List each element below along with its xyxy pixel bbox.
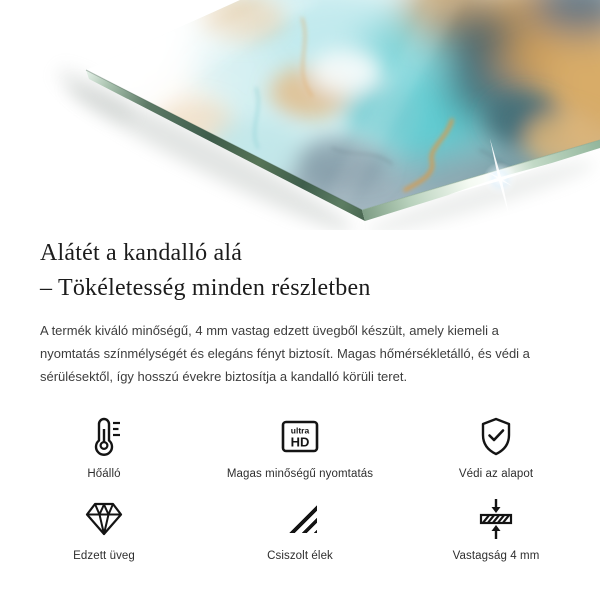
feature-label: Vastagság 4 mm bbox=[452, 550, 540, 562]
thermometer-icon bbox=[82, 412, 126, 460]
feature-tempered-glass bbox=[6, 494, 202, 562]
ultra-hd-icon-text-bottom: HD bbox=[290, 434, 310, 450]
feature-thickness bbox=[398, 494, 594, 562]
ultra-hd-icon bbox=[278, 412, 322, 460]
page-title-line2: – Tökéletesség minden részletben bbox=[40, 275, 371, 301]
feature-protects-base bbox=[398, 412, 594, 480]
page-title bbox=[40, 236, 560, 306]
product-description: A termék kiváló minőségű, 4 mm vastag edzett üvegből készült, amely kiemeli a nyomtatás színmélységét és elegáns fényt biztosít. Magas hőmérsékletálló, és védi a sérülésektől, így hosszú évekre biztosítja a kandalló körüli teret. bbox=[40, 323, 530, 384]
feature-print-quality bbox=[202, 412, 398, 480]
page-title-line1: Alátét a kandalló alá bbox=[40, 240, 243, 266]
shield-check-icon bbox=[474, 412, 518, 460]
feature-label: Edzett üveg bbox=[73, 550, 135, 562]
feature-label: Csiszolt élek bbox=[267, 550, 333, 562]
glass-panel-image bbox=[0, 0, 600, 230]
feature-grid bbox=[6, 412, 594, 562]
ultra-hd-icon-text-top: ultra bbox=[290, 425, 310, 436]
hero-product-photo bbox=[0, 0, 600, 230]
feature-heat-resistant bbox=[6, 412, 202, 480]
feature-polished-edges bbox=[202, 494, 398, 562]
feature-label: Hőálló bbox=[87, 468, 121, 480]
diamond-icon bbox=[82, 494, 126, 542]
feature-label: Magas minőségű nyomtatás bbox=[226, 468, 374, 480]
thickness-icon bbox=[474, 494, 518, 542]
polished-edges-icon bbox=[283, 494, 317, 542]
feature-label: Védi az alapot bbox=[458, 468, 534, 480]
